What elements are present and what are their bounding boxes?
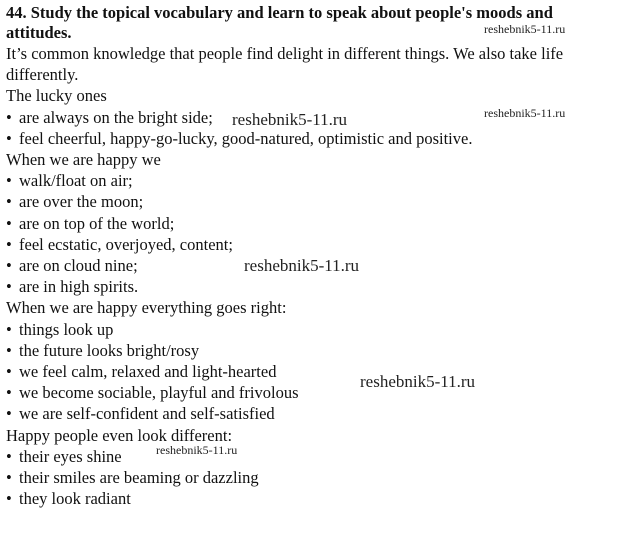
- bullet: •: [6, 446, 12, 466]
- bullet: •: [6, 107, 12, 127]
- list-item-text: are on top of the world;: [19, 213, 175, 233]
- bullet: •: [6, 213, 12, 233]
- list-item: [6, 403, 619, 424]
- bullet: •: [6, 319, 12, 339]
- list-item: [6, 191, 619, 212]
- bullet: •: [6, 277, 12, 297]
- bullet: •: [6, 489, 12, 509]
- section-look-different: [6, 425, 619, 510]
- bullet: •: [6, 468, 12, 488]
- list-item-text: we are self-confident and self-satisfied: [19, 404, 275, 424]
- list-item: [6, 213, 619, 234]
- watermark-text: reshebnik5-11.ru: [360, 372, 476, 391]
- bullet: •: [6, 404, 12, 424]
- list-item-text: their eyes shine: [19, 446, 122, 466]
- bullet: •: [6, 256, 12, 276]
- bullet: •: [6, 192, 12, 212]
- exercise-heading: 44. Study the topical vocabulary and learn to speak about people's moods and attitudes.: [6, 3, 553, 42]
- bullet: •: [6, 171, 12, 191]
- list-item: [6, 361, 619, 382]
- section-title: When we are happy we: [6, 150, 161, 170]
- section-title: Happy people even look different:: [6, 425, 233, 445]
- list-item: [6, 340, 619, 361]
- watermark-text: reshebnik5-11.ru: [484, 106, 566, 120]
- list-item: [6, 234, 619, 255]
- list-item-text: walk/float on air;: [19, 171, 133, 191]
- section-everything-goes-right: [6, 297, 619, 424]
- list-item-text: the future looks bright/rosy: [19, 340, 200, 360]
- list-item: [6, 382, 619, 403]
- list-item: [6, 488, 619, 509]
- list-item-text: are over the moon;: [19, 192, 144, 212]
- list-item-text: feel ecstatic, overjoyed, content;: [19, 234, 233, 254]
- watermark-text: reshebnik5-11.ru: [484, 22, 566, 36]
- list-item: [6, 128, 619, 149]
- intro-paragraph: It’s common knowledge that people find delight in different things. We also take life differently.: [6, 44, 564, 85]
- list-item-text: we become sociable, playful and frivolous: [19, 383, 299, 403]
- list-item-text: feel cheerful, happy-go-lucky, good-natured, optimistic and positive.: [19, 128, 473, 148]
- list-item-text: we feel calm, relaxed and light-hearted: [19, 362, 277, 382]
- list-item: [6, 276, 619, 297]
- watermark-text: reshebnik5-11.ru: [156, 443, 238, 457]
- watermark-text: reshebnik5-11.ru: [232, 110, 348, 129]
- bullet: •: [6, 234, 12, 254]
- list-item-text: are in high spirits.: [19, 277, 139, 297]
- list-item: [6, 446, 619, 467]
- list-item: [6, 467, 619, 488]
- list-item: [6, 319, 619, 340]
- list-item: [6, 170, 619, 191]
- list-item-text: their smiles are beaming or dazzling: [19, 468, 259, 488]
- bullet: •: [6, 128, 12, 148]
- section-title: The lucky ones: [6, 86, 107, 106]
- watermark-text: reshebnik5-11.ru: [244, 256, 360, 275]
- bullet: •: [6, 383, 12, 403]
- list-item-text: they look radiant: [19, 489, 131, 509]
- section-title: When we are happy everything goes right:: [6, 298, 287, 318]
- list-item-text: are on cloud nine;: [19, 256, 138, 276]
- list-item-text: things look up: [19, 319, 114, 339]
- bullet: •: [6, 362, 12, 382]
- list-item-text: are always on the bright side;: [19, 107, 213, 127]
- bullet: •: [6, 340, 12, 360]
